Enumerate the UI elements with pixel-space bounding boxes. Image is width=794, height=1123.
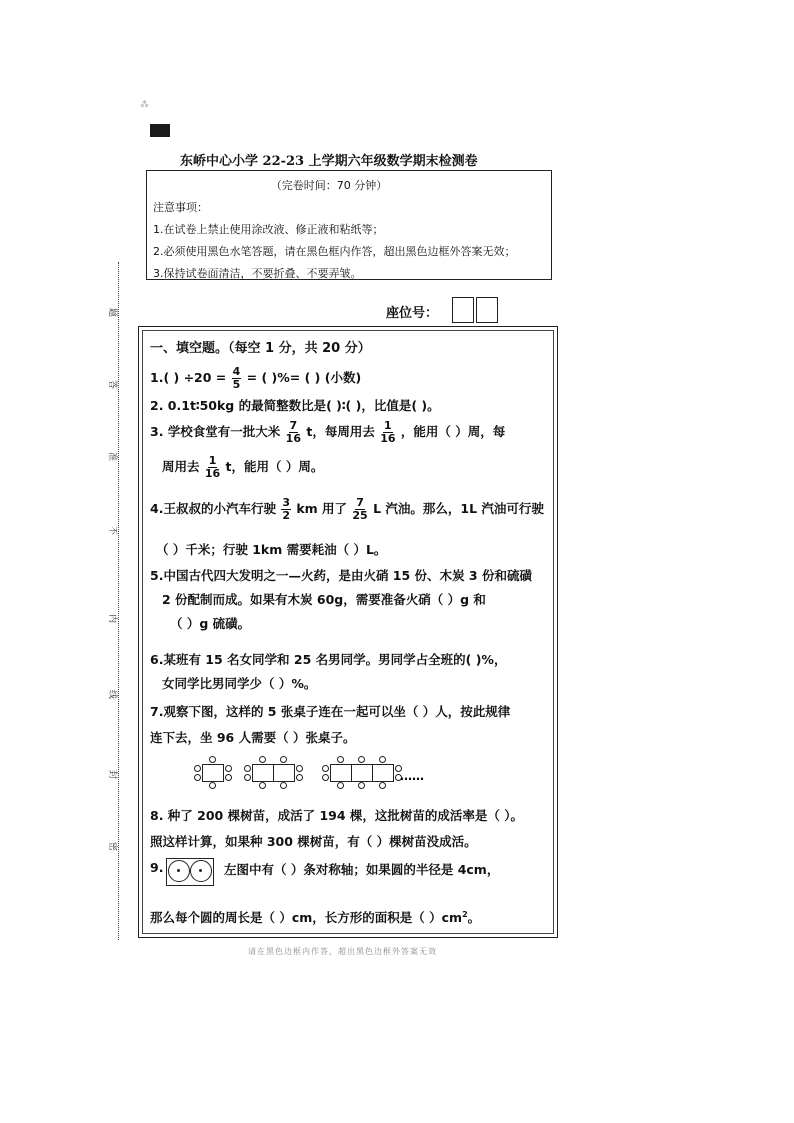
question-8: 8. 种了 200 棵树苗，成活了 194 棵，这批树苗的成活率是（ ）。: [150, 808, 523, 823]
binding-char: 题: [107, 308, 117, 318]
seat-circle: [322, 765, 329, 772]
ellipsis: ……: [400, 769, 424, 783]
question-2: 2. 0.1t∶50kg 的最简整数比是( )∶( )，比值是( )。: [150, 398, 440, 413]
fraction: $\frac{1}{16}$: [204, 454, 221, 480]
question-7-line2: 连下去，坐 96 人需要（ ）张桌子。: [150, 730, 356, 745]
q3-text: ，能用（ ）周，每: [400, 424, 506, 439]
binding-char: 线: [107, 690, 117, 700]
superscript: 2: [462, 909, 468, 919]
seat-number-box[interactable]: [452, 297, 474, 323]
circle-center: [199, 869, 202, 872]
corner-tag: [150, 124, 170, 137]
question-9-line2: [150, 908, 480, 926]
q1-text: 1.( ) ÷20 =: [150, 370, 227, 385]
two-circles-rectangle-figure: [166, 858, 214, 886]
question-6-line2: 女同学比男同学少（ ）%。: [162, 676, 317, 691]
seat-circle: [194, 774, 201, 781]
seat-circle: [225, 774, 232, 781]
tables-figure: [192, 755, 432, 789]
seat-circle: [358, 782, 365, 789]
seat-circle: [225, 765, 232, 772]
seat-circle: [244, 774, 251, 781]
q3-text: 3. 学校食堂有一批大米: [150, 424, 281, 439]
q4-text: L 汽油。那么，1L 汽油可行驶: [373, 501, 544, 516]
question-3: [150, 420, 505, 445]
seat-circle: [194, 765, 201, 772]
binding-char: 封: [107, 770, 117, 780]
seat-circle: [280, 756, 287, 763]
table-rect: [330, 764, 352, 782]
fraction: $\frac{4}{5}$: [232, 365, 241, 391]
seat-circle: [337, 756, 344, 763]
table-rect: [202, 764, 224, 782]
table-rect: [372, 764, 394, 782]
exam-time: （完卷时间：70 分钟）: [270, 179, 388, 192]
binding-char: 密: [107, 842, 117, 852]
seat-circle: [259, 756, 266, 763]
seat-circle: [296, 765, 303, 772]
question-6: 6.某班有 15 名女同学和 25 名男同学。男同学占全班的( )%，: [150, 652, 507, 667]
q9-text: 那么每个圆的周长是（ ）cm，长方形的面积是（ ）cm: [150, 910, 463, 925]
q3-text: 周用去: [162, 459, 200, 474]
question-5-line3: （ ）g 硫磺。: [170, 616, 251, 631]
seat-circle: [379, 782, 386, 789]
footer-note: 请在黑色边框内作答，超出黑色边框外答案无效: [248, 947, 437, 956]
binding-line: [118, 262, 119, 940]
binding-char: 答: [107, 380, 117, 390]
question-1: [150, 366, 361, 391]
question-5-line2: 2 份配制而成。如果有木炭 60g，需要准备火硝（ ）g 和: [162, 592, 486, 607]
q4-text: 4.王叔叔的小汽车行驶: [150, 501, 276, 516]
binding-char: 不: [107, 526, 117, 536]
table-rect: [273, 764, 295, 782]
seat-number-box[interactable]: [476, 297, 498, 323]
seat-circle: [358, 756, 365, 763]
q4-text: km 用了: [296, 501, 348, 516]
notice-box: [146, 170, 552, 280]
notice-item: 1.在试卷上禁止使用涂改液、修正液和粘纸等；: [153, 223, 384, 236]
question-4: [150, 497, 544, 522]
binding-char: 内: [107, 614, 117, 624]
question-7: 7.观察下图，这样的 5 张桌子连在一起可以坐（ ）人，按此规律: [150, 704, 511, 719]
notice-item: 3.保持试卷面清洁，不要折叠、不要弄皱。: [153, 267, 362, 280]
seat-circle: [259, 782, 266, 789]
seat-circle: [322, 774, 329, 781]
fraction: $\frac{7}{16}$: [285, 419, 301, 445]
seat-circle: [244, 765, 251, 772]
question-9: 左图中有（ ）条对称轴；如果圆的半径是 4cm，: [224, 862, 500, 877]
question-5: 5.中国古代四大发明之一—火药，是由火硝 15 份、木炭 3 份和硫磺: [150, 568, 532, 583]
seat-number-label: 座位号：: [386, 306, 439, 321]
question-4-line2: （ ）千米；行驶 1km 需要耗油（ ）L。: [156, 542, 387, 557]
table-rect: [252, 764, 274, 782]
question-8-line2: 照这样计算，如果种 300 棵树苗，有（ ）棵树苗没成活。: [150, 834, 477, 849]
section-title: 一、填空题。（每空 1 分，共 20 分）: [150, 341, 371, 356]
binding-char: 准: [107, 452, 117, 462]
table-rect: [351, 764, 373, 782]
q1-text: = ( )%= ( ) (小数): [246, 370, 362, 385]
question-9-number: 9.: [150, 860, 164, 875]
seat-circle: [379, 756, 386, 763]
scan-mark: ⁂: [140, 100, 149, 110]
question-3-line2: [162, 455, 323, 480]
seat-circle: [337, 782, 344, 789]
fraction: $\frac{1}{16}$: [380, 419, 396, 445]
seat-circle: [296, 774, 303, 781]
circle-center: [177, 869, 180, 872]
notice-heading: 注意事项：: [153, 201, 208, 214]
seat-circle: [209, 756, 216, 763]
q9-text: 。: [467, 910, 481, 925]
seat-circle: [209, 782, 216, 789]
fraction: $\frac{7}{25}$: [352, 496, 368, 522]
notice-item: 2.必须使用黑色水笔答题，请在黑色框内作答，超出黑色边框外答案无效；: [153, 245, 516, 258]
q3-text: t，每周用去: [306, 424, 375, 439]
seat-circle: [280, 782, 287, 789]
exam-title: 东峤中心小学 22-23 上学期六年级数学期末检测卷: [180, 154, 478, 169]
q3-text: t，能用（ ）周。: [225, 459, 324, 474]
fraction: $\frac{3}{2}$: [282, 496, 290, 522]
